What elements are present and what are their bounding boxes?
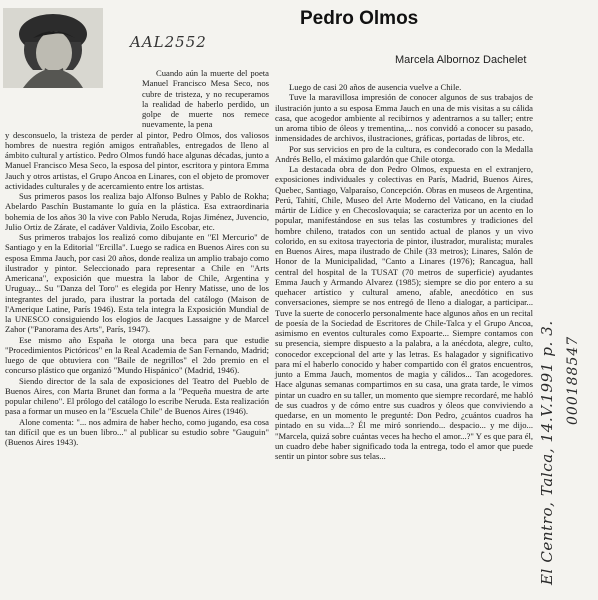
handwritten-source-note: El Centro, Talca, 14.V.1991 p. 3. [538,320,556,585]
left-column [5,68,269,597]
paragraph: Luego de casi 20 años de ausencia vuelve a Chile. [289,82,462,92]
paragraph: Alone comenta: "... nos admira de haber hecho, como jugando, esa cosa tan difícil que es un buen libro..." al publicar su estudio sobre "Gauguin" (Buenos Aires 1943). [5,416,269,447]
article-title: Pedro Olmos [300,8,419,29]
handwritten-catalog-code: 000188547 [565,335,581,425]
paragraph: Sus primeros pasos los realiza bajo Alfonso Bulnes y Pablo de Rokha; Abelardo Paschín Bustamante lo guía en la plástica. Esa extraordinaria bohemia de los años 30 la vive con Pablo Neruda, Rojas Jiménez, Juvencio, Julio Ortiz de Zárate, el cadáver Valdivia, Zoilo Escobar, etc. [5,191,269,232]
paragraph: Cuando aún la muerte del poeta Manuel Francisco Mesa Seco, nos cubre de tristeza, y no recuperamos la realidad de haberlo perdido, un golpe de muerte nos remece nuevamente, la pena [142,68,269,130]
paragraph: y desconsuelo, la tristeza de perder al pintor, Pedro Olmos, dos valiosos hombres de nuestra región amigos entrañables, entregados de lleno al ámbito cultural y artístico. Pedro Olmos fundó hace algunas décadas, junto a Manuel Francisco Mesa Seco, la esposa del pintor, escritora y pintora Emma Jauch y otros artistas, el Grupo Ancoa en Linares, con el objeto de promover actividades culturales y de acercamiento entre los artistas. [5,129,269,191]
article-author: Marcela Albornoz Dachelet [395,54,527,66]
right-column [275,82,533,582]
portrait-photo [3,8,103,88]
paragraph: Tuve la maravillosa impresión de conocer algunos de sus trabajos de ilustración junto a su esposa Emma Jauch en una de mis visitas a su cálida casa, que acogedor ambiente al recibirnos y adentrarnos a su taller; entre un aroma tibio de óleos y trementina,... nos convidó a conocer su pasado, inmensidades de archivos, ilustraciones, gráficas, portadas de libros, etc. [275,92,533,144]
paragraph: Por sus servicios en pro de la cultura, es condecorado con la Medalla Andrés Bello, el máximo galardón que Chile otorga. [275,143,533,164]
handwritten-code: AAL2552 [130,33,207,51]
paragraph: Ese mismo año España le otorga una beca para que estudie "Procedimientos Pictóricos" en la Real Academia de San Fernando, Madrid; luego de que obtuviera con "Baile de negrillos" el 2do premio en el concurso plástico que organizó "Mundo Hispánico" (Madrid, 1946). [5,334,269,376]
paragraph: Sus primeros trabajos los realizó como dibujante en "El Mercurio" de Santiago y en la Editorial "Ercilla". Luego se radica en Buenos Aires con su esposa Emma Jauch, por casi 20 años, donde realiza un amplio trabajo como ilustrador y pintor. Seleccionado para representar a Chile en "Arts Americana", exposición que muestra la labor de Chile, Argentina y Uruguay... Su "Danza del Toro" es elegida por Henry Matisse, uno de los integrantes del jurado, para ilustrar la portada del catálogo (Maison de l'Amerique Latine, París 1946). Esta tela integra la Exposición Mundial de la UNESCO consiguiendo los elogios de Jacques Lassaigne y de Marcel Zahor ("Panorama des Arts", París, 1947). [5,232,269,335]
paragraph: La destacada obra de don Pedro Olmos, expuesta en el extranjero, exposiciones individuales y colectivas en París, Madrid, Buenos Aires, Quebec, Santiago, Valparaíso, Concepción. Obras en museos de Argentina, Perú, Tahití, Chile, Museo del Arte Moderno del Vaticano, en la ciudad mártir de Lídice y en Checoslovaquia; se caracteriza por un acento en lo popular, manifestándose en sus telas las costumbres y tradiciones del hombre chileno, tratados con un sentido actual de planos y un vivo colorido, en su exitosa trayectoria de pintor, ilustrador, muralista; murales en Buenos Aires, mapa ilustrado de Chile (33 metros); Linares, Salón de Honor de la Municipalidad, "Canto a Linares (1976); Rancagua, hall central del hospital de la TUSAT (70 metros de superficie) ayudantes Emma Jauch y Armando Alvarez (1985); siempre se dio por entero a su quehacer artístico y cultural ameno, afable, anecdótico en sus conversaciones, siempre se nos entregó de lleno a dialogar, a participar... Tuve la suerte de conocerlo personalmente hace algunos años en un recital de poesía de la Sociedad de Escritores de Chile-Talca y el Grupo Ancoa, asimismo en eventos culturales como Expoarte... Siempre contamos con su presencia, siempre dispuesto a la palabra, a la anécdota, alegre, culto, conocedor excepcional del arte y las letras. Es halagador y significativo para mí el haberlo conocido y haber compartido con él gratos encuentros, junto a Emma Jauch, momentos de magia y cálidos... Tan acogedores. Hace algunas semanas compartimos en su casa, una grata tarde, le vimos pintar un cuadro en su taller, un momento que siempre recordaré, me habló de sus cuadros y de cómo entre sus cuadros y óleos que conviviendo a quedarse, en un momento le pregunté: Don Pedro, ¿cuántos cuadros ha pintado en su vida...? Él me miró sonriendo... despacio... y me dijo... "Marcela, quizá sobre cuántas veces ha hecho el amor...?" Y es que para él, un cuadro debe haber significado toda la entrega, todo el amor que puede sentir un pintor sobre sus telas... [275,164,533,461]
paragraph: Siendo director de la sala de exposiciones del Teatro del Pueblo de Buenos Aires, con Marta Brunet dan forma a la "Pequeña muestra de arte popular chileno". El prólogo del catálogo lo escribe Neruda. Esta realización pasa a formar un museo en la "Escuela Chile" de Buenos Aires (1946). [5,375,269,417]
